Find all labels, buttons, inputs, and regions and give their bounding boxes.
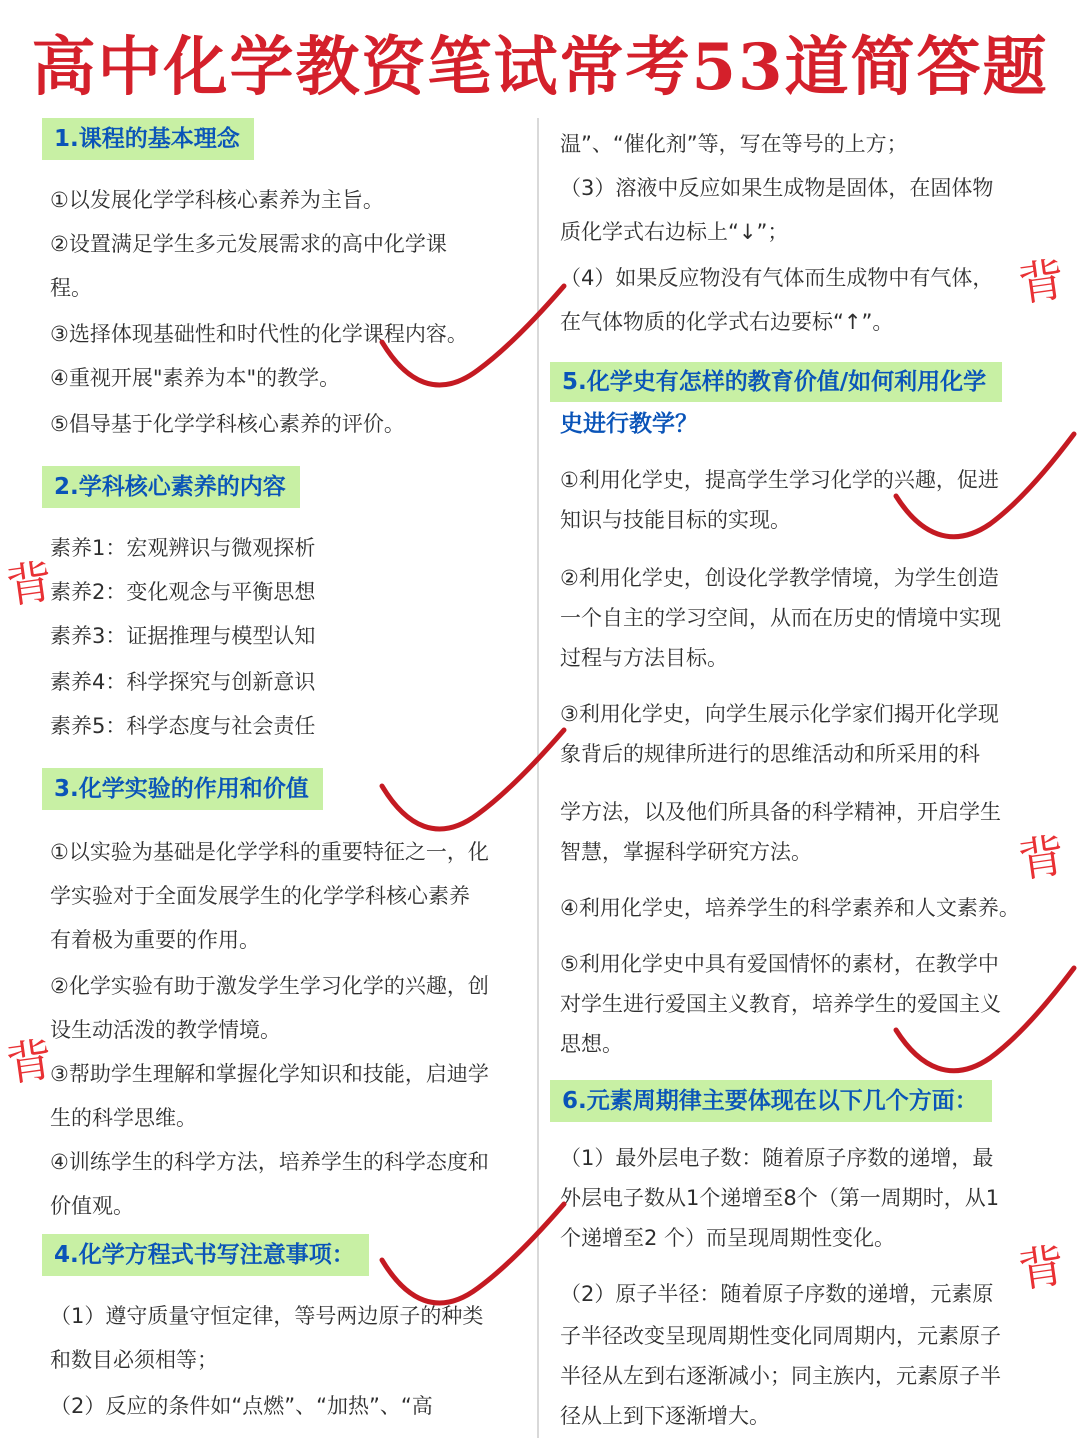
- s2-line: 素养2：变化观念与平衡思想: [50, 580, 316, 604]
- section-2-heading: 2.学科核心素养的内容: [42, 466, 300, 508]
- bei-annotation: 背: [1014, 828, 1068, 888]
- bei-annotation: 背: [1014, 252, 1068, 312]
- s5-line: 过程与方法目标。: [560, 646, 728, 670]
- s2-line: 素养1：宏观辨识与微观探析: [50, 536, 316, 560]
- check-mark-icon: [892, 964, 1078, 1080]
- s5-line: ②利用化学史，创设化学教学情境，为学生创造: [560, 566, 999, 590]
- s6-line: （1）最外层电子数：随着原子序数的递增，最: [560, 1146, 994, 1170]
- check-mark-icon: [378, 1200, 568, 1310]
- s6-line: 半径从左到右逐渐减小；同主族内，元素原子半: [560, 1364, 1001, 1388]
- s5-line: 一个自主的学习空间，从而在历史的情境中实现: [560, 606, 1001, 630]
- s5-line: 智慧，掌握科学研究方法。: [560, 840, 812, 864]
- s5-line: 知识与技能目标的实现。: [560, 508, 791, 532]
- bei-annotation: 背: [2, 1032, 56, 1092]
- section-4-heading: 4.化学方程式书写注意事项：: [42, 1234, 369, 1276]
- section-6-heading: 6.元素周期律主要体现在以下几个方面：: [550, 1080, 992, 1122]
- bei-annotation: 背: [1014, 1238, 1068, 1298]
- s4-line: 质化学式右边标上“↓”；: [560, 220, 789, 244]
- s5-line: 思想。: [560, 1032, 623, 1056]
- section-3-heading: 3.化学实验的作用和价值: [42, 768, 323, 810]
- s6-line: 个递增至2 个）而呈现周期性变化。: [560, 1226, 896, 1250]
- s3-line: 设生动活泼的教学情境。: [50, 1018, 281, 1042]
- check-mark-icon: [892, 430, 1078, 546]
- s1-line: ②设置满足学生多元发展需求的高中化学课: [50, 232, 447, 256]
- s3-line: ②化学实验有助于激发学生学习化学的兴趣，创: [50, 974, 489, 998]
- s4-line: 温”、“催化剂”等，写在等号的上方；: [560, 132, 908, 156]
- s5-line: 学方法，以及他们所具备的科学精神，开启学生: [560, 800, 1001, 824]
- s1-line: 程。: [50, 276, 92, 300]
- s6-line: （2）原子半径：随着原子序数的递增，元素原: [560, 1282, 994, 1306]
- s5-line: ⑤利用化学史中具有爱国情怀的素材，在教学中: [560, 952, 999, 976]
- check-mark-icon: [378, 726, 568, 836]
- s1-line: ④重视开展"素养为本"的教学。: [50, 366, 341, 390]
- s2-line: 素养5：科学态度与社会责任: [50, 714, 316, 738]
- s5-line: ④利用化学史，培养学生的科学素养和人文素养。: [560, 896, 1020, 920]
- section-5-heading: 5.化学史有怎样的教育价值/如何利用化学: [550, 362, 1002, 402]
- s2-line: 素养4：科学探究与创新意识: [50, 670, 316, 694]
- section-1-heading: 1.课程的基本理念: [42, 118, 254, 160]
- s3-line: ①以实验为基础是化学学科的重要特征之一，化: [50, 840, 489, 864]
- s4-line: （3）溶液中反应如果生成物是固体，在固体物: [560, 176, 994, 200]
- s5-line: ①利用化学史，提高学生学习化学的兴趣，促进: [560, 468, 999, 492]
- s1-line: ⑤倡导基于化学学科核心素养的评价。: [50, 412, 405, 436]
- s3-line: 价值观。: [50, 1194, 134, 1218]
- s4-line: （4）如果反应物没有气体而生成物中有气体，: [560, 266, 994, 290]
- bei-annotation: 背: [2, 554, 56, 614]
- s5-line: 对学生进行爱国主义教育，培养学生的爱国主义: [560, 992, 1001, 1016]
- s5-line: 象背后的规律所进行的思维活动和所采用的科: [560, 742, 980, 766]
- s1-line: ③选择体现基础性和时代性的化学课程内容。: [50, 322, 468, 346]
- s2-line: 素养3：证据推理与模型认知: [50, 624, 316, 648]
- s4-line: 和数目必须相等；: [50, 1348, 218, 1372]
- s3-line: ③帮助学生理解和掌握化学知识和技能，启迪学: [50, 1062, 489, 1086]
- s3-line: 有着极为重要的作用。: [50, 928, 260, 952]
- s4-line: （1）遵守质量守恒定律，等号两边原子的种类: [50, 1304, 484, 1328]
- page-title: 高中化学教资笔试常考53道简答题: [31, 30, 1049, 105]
- s3-line: 学实验对于全面发展学生的化学学科核心素养: [50, 884, 470, 908]
- s6-line: 子半径改变呈现周期性变化同周期内，元素原子: [560, 1324, 1001, 1348]
- s6-line: 外层电子数从1个递增至8个（第一周期时，从1: [560, 1186, 1000, 1210]
- check-mark-icon: [378, 282, 568, 392]
- s3-line: 生的科学思维。: [50, 1106, 197, 1130]
- section-5-heading-cont: 史进行教学？: [560, 411, 698, 437]
- s4-line: （2）反应的条件如“点燃”、“加热”、“高: [50, 1394, 433, 1418]
- s1-line: ①以发展化学学科核心素养为主旨。: [50, 188, 384, 212]
- s6-line: 径从上到下逐渐增大。: [560, 1404, 770, 1428]
- s3-line: ④训练学生的科学方法，培养学生的科学态度和: [50, 1150, 489, 1174]
- s4-line: 在气体物质的化学式右边要标“↑”。: [560, 310, 894, 334]
- s5-line: ③利用化学史，向学生展示化学家们揭开化学现: [560, 702, 999, 726]
